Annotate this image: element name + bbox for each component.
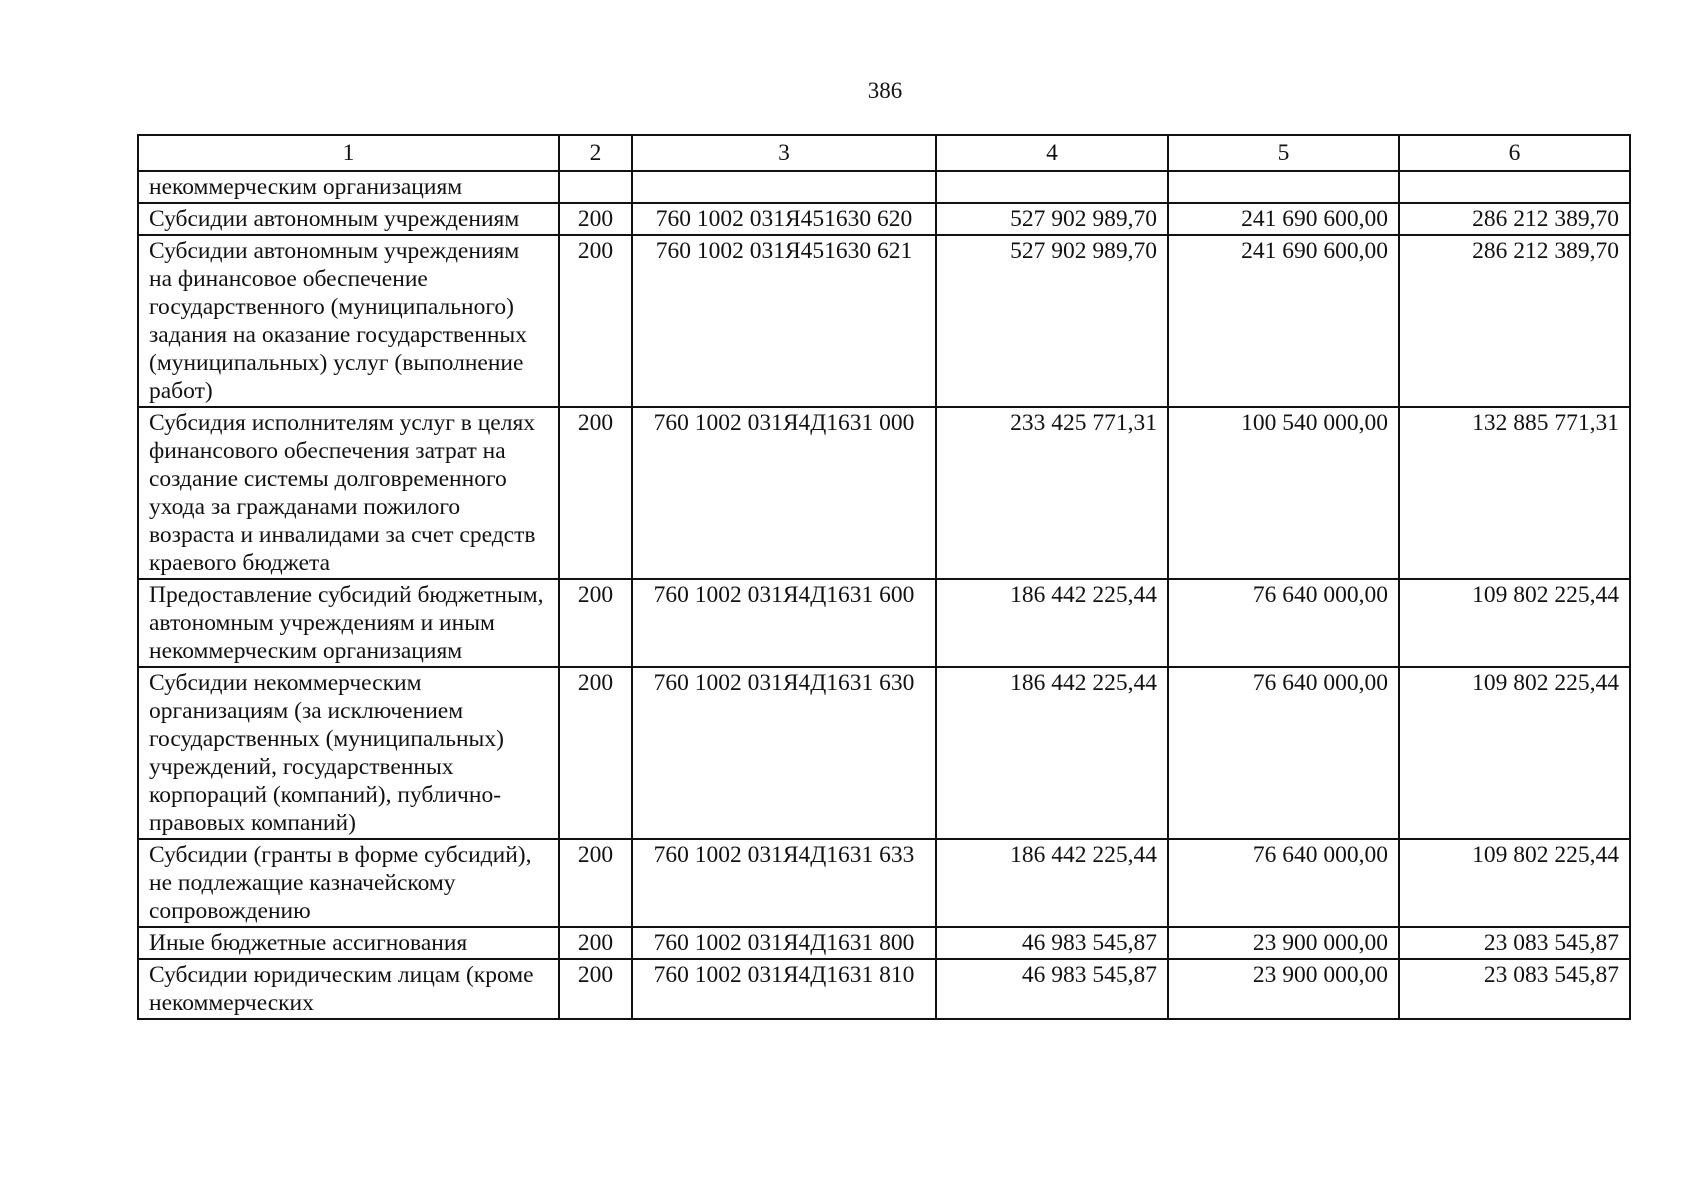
row-name: Предоставление субсидий бюджетным, автономным учреждениям и иным некоммерческим организациям (138, 579, 559, 667)
row-value-5: 23 900 000,00 (1168, 927, 1399, 959)
row-value-5 (1168, 171, 1399, 203)
row-value-5: 241 690 600,00 (1168, 235, 1399, 407)
table-row (138, 203, 1630, 235)
row-name: Субсидии некоммерческим организациям (за исключением государственных (муниципальных) учреждений, государственных корпораций (компаний), публично-правовых компаний) (138, 667, 559, 839)
row-name: Субсидии (гранты в форме субсидий), не подлежащие казначейскому сопровождению (138, 839, 559, 927)
row-value-5: 76 640 000,00 (1168, 839, 1399, 927)
column-header-6: 6 (1399, 135, 1630, 171)
row-value-6: 23 083 545,87 (1399, 927, 1630, 959)
row-value-6: 109 802 225,44 (1399, 667, 1630, 839)
row-code: 760 1002 031Я4Д1631 000 (632, 407, 936, 579)
row-col2: 200 (559, 235, 632, 407)
row-value-5: 76 640 000,00 (1168, 667, 1399, 839)
table-row (138, 667, 1630, 839)
table-row (138, 927, 1630, 959)
row-code: 760 1002 031Я4Д1631 810 (632, 959, 936, 1019)
row-value-6: 23 083 545,87 (1399, 959, 1630, 1019)
column-header-5: 5 (1168, 135, 1399, 171)
row-value-6: 109 802 225,44 (1399, 579, 1630, 667)
column-header-1: 1 (138, 135, 559, 171)
header-row (138, 135, 1630, 171)
budget-table (137, 134, 1631, 1020)
row-value-4: 527 902 989,70 (936, 235, 1168, 407)
row-value-5: 23 900 000,00 (1168, 959, 1399, 1019)
column-header-2: 2 (559, 135, 632, 171)
row-name: Субсидии юридическим лицам (кроме некоммерческих (138, 959, 559, 1019)
row-value-6 (1399, 171, 1630, 203)
row-code: 760 1002 031Я451630 620 (632, 203, 936, 235)
row-value-4: 186 442 225,44 (936, 579, 1168, 667)
row-name: Субсидии автономным учреждениям (138, 203, 559, 235)
row-col2: 200 (559, 407, 632, 579)
row-col2: 200 (559, 959, 632, 1019)
row-col2: 200 (559, 927, 632, 959)
row-name: Субсидии автономным учреждениям на финансовое обеспечение государственного (муниципального) задания на оказание государственных (муниципальных) услуг (выполнение работ) (138, 235, 559, 407)
row-code: 760 1002 031Я4Д1631 800 (632, 927, 936, 959)
row-value-6: 286 212 389,70 (1399, 203, 1630, 235)
row-value-5: 100 540 000,00 (1168, 407, 1399, 579)
row-name: Иные бюджетные ассигнования (138, 927, 559, 959)
row-value-4: 46 983 545,87 (936, 927, 1168, 959)
row-col2 (559, 171, 632, 203)
row-value-6: 109 802 225,44 (1399, 839, 1630, 927)
row-name: Субсидия исполнителям услуг в целях финансового обеспечения затрат на создание системы долговременного ухода за гражданами пожилого возраста и инвалидами за счет средств краевого бюджета (138, 407, 559, 579)
row-code: 760 1002 031Я4Д1631 600 (632, 579, 936, 667)
row-code: 760 1002 031Я4Д1631 630 (632, 667, 936, 839)
row-value-5: 241 690 600,00 (1168, 203, 1399, 235)
row-value-4: 527 902 989,70 (936, 203, 1168, 235)
row-code: 760 1002 031Я4Д1631 633 (632, 839, 936, 927)
table-row (138, 171, 1630, 203)
row-name: некоммерческим организациям (138, 171, 559, 203)
row-value-5: 76 640 000,00 (1168, 579, 1399, 667)
row-col2: 200 (559, 839, 632, 927)
table-row (138, 959, 1630, 1019)
row-col2: 200 (559, 579, 632, 667)
row-value-6: 286 212 389,70 (1399, 235, 1630, 407)
row-col2: 200 (559, 667, 632, 839)
row-value-6: 132 885 771,31 (1399, 407, 1630, 579)
table-row (138, 235, 1630, 407)
row-value-4: 46 983 545,87 (936, 959, 1168, 1019)
table-row (138, 407, 1630, 579)
column-header-3: 3 (632, 135, 936, 171)
table-row (138, 579, 1630, 667)
row-col2: 200 (559, 203, 632, 235)
column-header-4: 4 (936, 135, 1168, 171)
row-code (632, 171, 936, 203)
row-value-4: 233 425 771,31 (936, 407, 1168, 579)
table-row (138, 839, 1630, 927)
row-value-4 (936, 171, 1168, 203)
row-code: 760 1002 031Я451630 621 (632, 235, 936, 407)
row-value-4: 186 442 225,44 (936, 667, 1168, 839)
row-value-4: 186 442 225,44 (936, 839, 1168, 927)
page-number: 386 (867, 78, 903, 103)
